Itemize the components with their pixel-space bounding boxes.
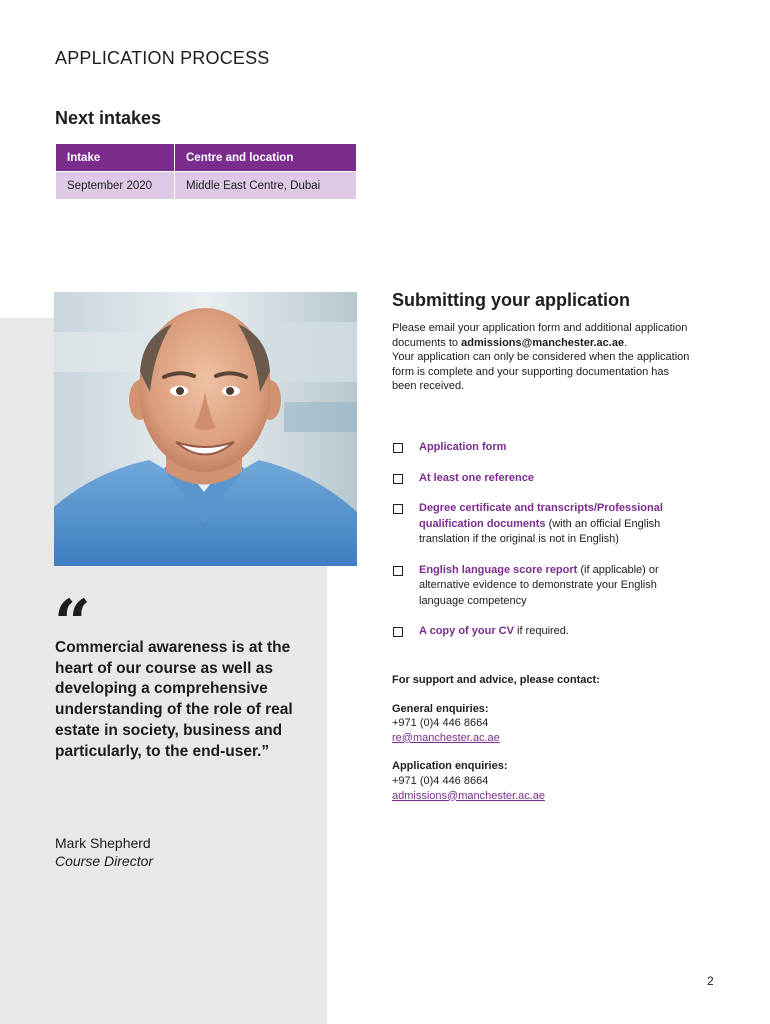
page-number: 2 [707,974,714,988]
column-header-intake: Intake [56,144,174,171]
general-enquiries-label: General enquiries: [392,702,489,715]
column-header-location: Centre and location [175,144,356,171]
checklist-rest: (with an official English translation if the original is not in English) [419,517,661,545]
course-director-photo [54,292,357,566]
quote-mark: “ [54,586,91,661]
checkbox-icon [393,443,403,453]
section-title: APPLICATION PROCESS [55,48,270,68]
checklist-rest: if required. [513,625,569,637]
checklist-highlight: English language score report [419,563,578,576]
checklist-highlight: A copy of your CV [419,625,514,637]
checklist-item-application-form [392,440,702,456]
submitting-title: Submitting your application [392,290,630,310]
checkbox-icon [393,566,403,576]
submitting-intro [392,321,692,394]
contact-section [392,673,692,803]
checklist-highlight: At least one reference [419,471,534,484]
quote-text: Commercial awareness is at the heart of our course as well as developing a comprehensive understanding of the role of real estate in society, business and particularly, to the end-user.” [55,639,293,760]
cell-location: Middle East Centre, Dubai [175,172,356,199]
intro-period: . [624,336,628,349]
checkbox-icon [393,627,403,637]
general-enquiries-phone: +971 (0)4 446 8664 [392,717,489,730]
cell-intake: September 2020 [56,172,174,199]
checklist-item-cv [392,624,702,640]
quote-author-name: Mark Shepherd [55,835,151,851]
quote-author-role: Course Director [55,853,154,869]
intro-text-2: Your application can only be considered when the application form is complete and your supporting documentation has been received. [392,351,690,393]
checklist-rest: (if applicable) or alternative evidence to demonstrate your English language competency [419,563,659,607]
contact-lead: For support and advice, please contact: [392,674,600,686]
checklist-highlight: Degree certificate and transcripts/Professional qualification documents [419,502,663,530]
intakes-title: Next intakes [55,108,162,128]
intro-email: admissions@manchester.ac.ae [461,336,625,349]
document-checklist [392,440,702,640]
checklist-item-reference [392,471,702,487]
table-header-row [56,144,356,171]
checkbox-icon [393,474,403,484]
application-enquiries-email-link[interactable]: admissions@manchester.ac.ae [392,789,546,802]
application-enquiries-label: Application enquiries: [392,760,508,773]
general-enquiries-email-link[interactable]: re@manchester.ac.ae [392,731,500,744]
checklist-item-english [392,563,702,610]
application-enquiries-phone: +971 (0)4 446 8664 [392,774,489,787]
checkbox-icon [393,504,403,514]
intakes-table [55,143,357,200]
intro-text-1: Please email your application form and additional application documents to [392,322,688,349]
checklist-highlight: Application form [419,441,507,453]
checklist-item-degree [392,501,702,548]
table-row [56,172,356,199]
